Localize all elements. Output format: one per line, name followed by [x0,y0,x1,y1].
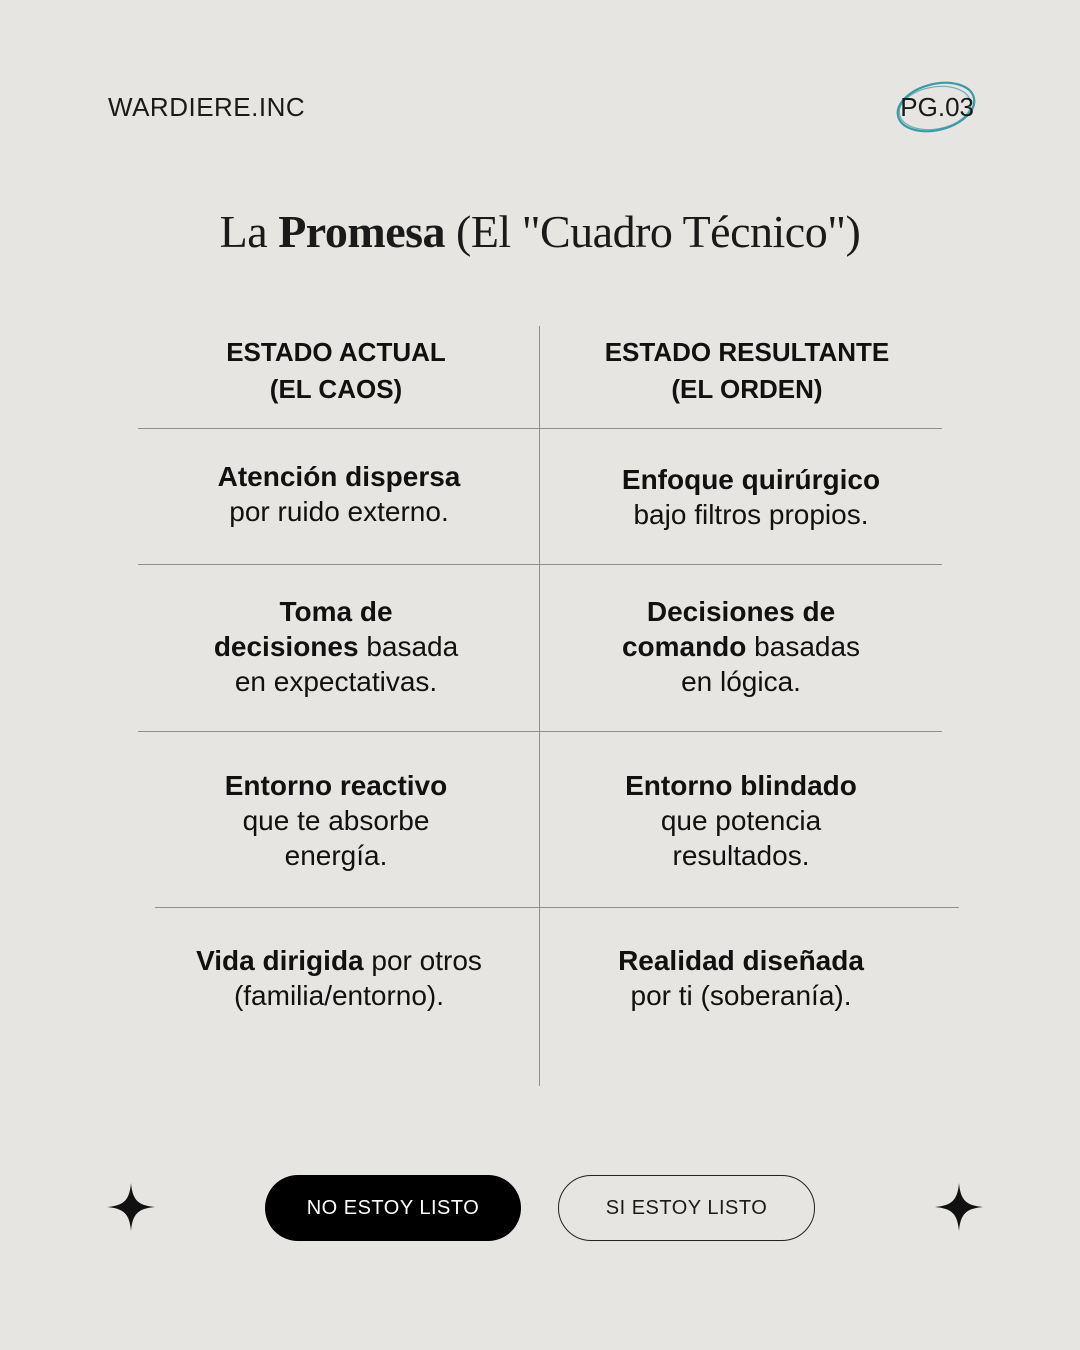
not-ready-button[interactable]: NO ESTOY LISTO [265,1175,521,1241]
sparkle-icon [107,1183,155,1231]
table-cell: Vida dirigida por otros (familia/entorno). [196,945,482,1011]
table-cell: Entorno reactivo que te absorbe energía. [224,770,448,871]
table-cell: Entorno blindado que potencia resultados. [625,770,857,871]
column-divider [539,326,540,1086]
page-title: La Promesa (El "Cuadro Técnico") [219,206,861,257]
row-divider [138,428,942,429]
table-cell: Atención dispersa por ruido externo. [217,461,461,527]
brand-name: WARDIERE.INC [108,92,306,122]
page-number: PG.03 [900,92,974,122]
table-cell: Realidad diseñada por ti (soberanía). [618,945,864,1011]
table-cell: Toma de decisiones basada en expectativas. [213,596,459,697]
row-divider [138,564,942,565]
column-header-current: ESTADO ACTUAL (EL CAOS) [226,337,446,404]
table-cell: Decisiones de comando basadas en lógica. [621,596,861,697]
ready-button[interactable]: SI ESTOY LISTO [558,1175,815,1241]
column-header-result: ESTADO RESULTANTE (EL ORDEN) [604,337,890,404]
row-divider [155,907,959,908]
sparkle-icon [935,1183,983,1231]
row-divider [138,731,942,732]
table-cell: Enfoque quirúrgico bajo filtros propios. [621,464,881,530]
